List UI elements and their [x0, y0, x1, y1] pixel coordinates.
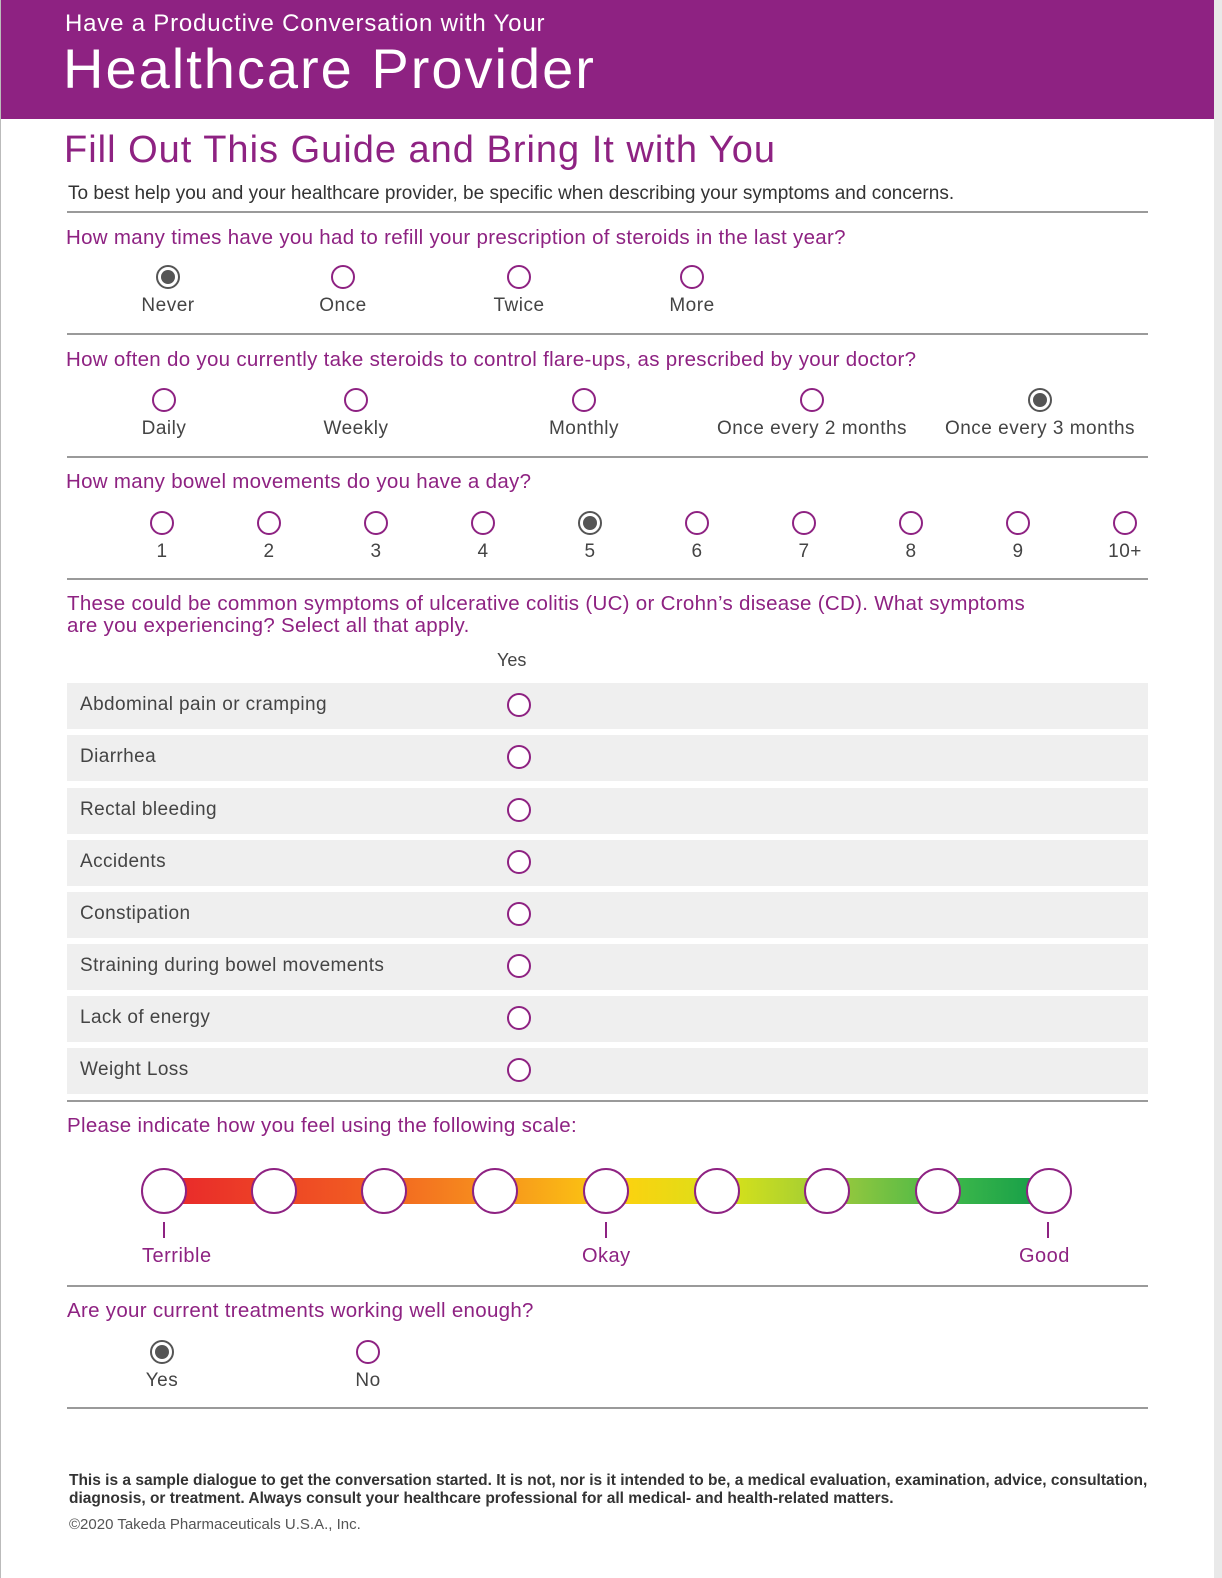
question-steroid-frequency: How often do you currently take steroids to control flare-ups, as prescribed by your doctor?	[66, 348, 917, 371]
symptom-label: Rectal bleeding	[80, 799, 217, 820]
symptom-row	[67, 788, 1148, 834]
question-feeling-scale: Please indicate how you feel using the following scale:	[67, 1114, 577, 1137]
guide-title: Fill Out This Guide and Bring It with You	[64, 129, 776, 171]
divider	[67, 456, 1148, 458]
option-weekly[interactable]	[236, 388, 476, 440]
disclaimer: This is a sample dialogue to get the conversation started. It is not, nor is it intended to be, a medical evaluation, examination, advice, consultation, diagnosis, or treatment. Always consult your healthcare professional for all medical- and health-related matters.	[69, 1472, 1148, 1507]
scale-point-9[interactable]	[1026, 1168, 1072, 1214]
option-label: Daily	[141, 418, 187, 439]
symptom-row	[67, 944, 1148, 990]
option-label: Never	[141, 295, 195, 316]
radio-diarrhea[interactable]	[507, 745, 531, 769]
scale-point-3[interactable]	[361, 1168, 407, 1214]
option-label: No	[355, 1370, 381, 1391]
scale-tick-high	[1047, 1222, 1049, 1238]
scale-label-okay: Okay	[582, 1245, 631, 1267]
divider	[67, 1407, 1148, 1409]
radio-no[interactable]	[356, 1340, 380, 1364]
symptom-row	[67, 1048, 1148, 1094]
option-label: Once every 2 months	[716, 418, 908, 439]
symptom-label: Accidents	[80, 851, 166, 872]
copyright: ©2020 Takeda Pharmaceuticals U.S.A., Inc.	[69, 1516, 361, 1533]
scale-label-good: Good	[1019, 1245, 1070, 1267]
radio-abdominal-pain[interactable]	[507, 693, 531, 717]
question-symptoms-line1: These could be common symptoms of ulcerative colitis (UC) or Crohn’s disease (CD). What symptoms	[67, 592, 1026, 615]
option-every-3-months[interactable]	[920, 388, 1160, 440]
symptom-row	[67, 735, 1148, 781]
option-label: Weekly	[323, 418, 389, 439]
page-edge	[0, 0, 1, 1578]
question-symptoms	[67, 593, 1025, 637]
radio-twice[interactable]	[507, 265, 531, 289]
scale-point-2[interactable]	[251, 1168, 297, 1214]
option-label: 7	[798, 541, 810, 562]
option-label: 6	[691, 541, 703, 562]
symptom-label: Straining during bowel movements	[80, 955, 385, 976]
option-bm-10-plus[interactable]	[1005, 511, 1222, 563]
radio-yes[interactable]	[150, 1340, 174, 1364]
option-label: 3	[370, 541, 382, 562]
question-symptoms-line2: are you experiencing? Select all that apply.	[67, 614, 470, 637]
radio-never[interactable]	[156, 265, 180, 289]
option-label: Once every 3 months	[944, 418, 1136, 439]
radio-once[interactable]	[331, 265, 355, 289]
symptom-label: Weight Loss	[80, 1059, 189, 1080]
radio-every-3-months[interactable]	[1028, 388, 1052, 412]
divider	[67, 1100, 1148, 1102]
scale-point-5[interactable]	[583, 1168, 629, 1214]
scale-point-7[interactable]	[804, 1168, 850, 1214]
divider	[67, 211, 1148, 213]
option-more[interactable]	[572, 265, 812, 317]
option-no[interactable]	[248, 1340, 488, 1392]
question-steroid-refills: How many times have you had to refill your prescription of steroids in the last year?	[66, 226, 846, 249]
scale-tick-mid	[605, 1222, 607, 1238]
symptom-row	[67, 892, 1148, 938]
header-subtitle: Have a Productive Conversation with Your	[65, 10, 546, 37]
radio-daily[interactable]	[152, 388, 176, 412]
header-banner	[1, 0, 1214, 119]
divider	[67, 578, 1148, 580]
option-label: 8	[905, 541, 917, 562]
yes-column-header: Yes	[497, 650, 527, 670]
option-label: Monthly	[548, 418, 620, 439]
header-title: Healthcare Provider	[63, 37, 596, 100]
question-bowel-movements: How many bowel movements do you have a day?	[66, 470, 532, 493]
scale-point-1[interactable]	[141, 1168, 187, 1214]
radio-weekly[interactable]	[344, 388, 368, 412]
option-label: 5	[584, 541, 596, 562]
radio-accidents[interactable]	[507, 850, 531, 874]
option-label: 10+	[1108, 541, 1142, 562]
option-label: More	[669, 295, 715, 316]
radio-lack-of-energy[interactable]	[507, 1006, 531, 1030]
scale-point-6[interactable]	[694, 1168, 740, 1214]
symptom-label: Constipation	[80, 903, 191, 924]
option-label: 9	[1012, 541, 1024, 562]
option-label: 4	[477, 541, 489, 562]
option-monthly[interactable]	[464, 388, 704, 440]
scale-tick-low	[163, 1222, 165, 1238]
divider	[67, 333, 1148, 335]
symptom-row	[67, 683, 1148, 729]
radio-bm-10-plus[interactable]	[1113, 511, 1137, 535]
symptom-row	[67, 840, 1148, 886]
option-every-2-months[interactable]	[692, 388, 932, 440]
scale-label-terrible: Terrible	[142, 1245, 212, 1267]
radio-constipation[interactable]	[507, 902, 531, 926]
feeling-scale	[140, 1165, 1075, 1217]
option-label: Once	[319, 295, 367, 316]
option-label: Twice	[493, 295, 545, 316]
divider	[67, 1285, 1148, 1287]
radio-more[interactable]	[680, 265, 704, 289]
radio-monthly[interactable]	[572, 388, 596, 412]
option-yes[interactable]	[42, 1340, 282, 1392]
symptom-label: Abdominal pain or cramping	[80, 694, 327, 715]
option-label: Yes	[145, 1370, 179, 1391]
symptom-label: Diarrhea	[80, 746, 157, 767]
radio-every-2-months[interactable]	[800, 388, 824, 412]
symptom-row	[67, 996, 1148, 1042]
option-label: 2	[263, 541, 275, 562]
radio-rectal-bleeding[interactable]	[507, 798, 531, 822]
intro-text: To best help you and your healthcare provider, be specific when describing your symptoms and concerns.	[68, 183, 955, 204]
symptom-label: Lack of energy	[80, 1007, 211, 1028]
scale-point-4[interactable]	[472, 1168, 518, 1214]
question-treatment-working: Are your current treatments working well enough?	[67, 1299, 534, 1322]
page-edge-right	[1214, 0, 1222, 1578]
option-label: 1	[156, 541, 168, 562]
radio-straining[interactable]	[507, 954, 531, 978]
scale-point-8[interactable]	[915, 1168, 961, 1214]
radio-weight-loss[interactable]	[507, 1058, 531, 1082]
